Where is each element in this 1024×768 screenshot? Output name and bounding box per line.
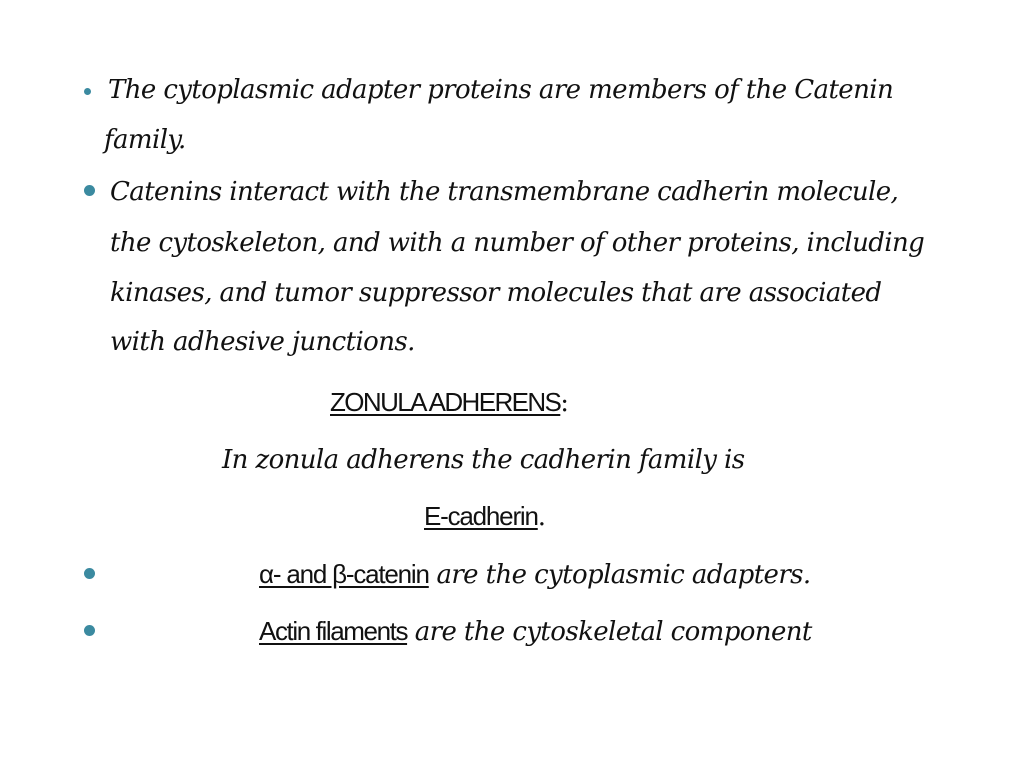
p4-line: [259, 559, 811, 590]
bullet-5: [84, 625, 95, 636]
p3-line1: In zonula adherens the cadherin family is: [222, 445, 745, 475]
bullet-1: [84, 88, 91, 95]
catenin-term: α- and β-catenin: [259, 559, 429, 589]
p1-line1: The cytoplasmic adapter proteins are members of the Catenin: [108, 75, 894, 105]
bullet-2: [84, 185, 95, 196]
p3-line2: [424, 501, 545, 532]
p1-line2: family.: [104, 125, 186, 155]
p3-suffix: .: [537, 502, 546, 532]
p5-line: [259, 616, 812, 647]
bullet-4: [84, 568, 95, 579]
p4-rest: are the cytoplasmic adapters.: [428, 560, 811, 590]
p2-line2: the cytoskeleton, and with a number of other proteins, including: [110, 228, 925, 258]
p5-rest: are the cytoskeletal component: [407, 617, 812, 647]
zonula-heading: [330, 387, 568, 418]
actin-term: Actin filaments: [259, 616, 408, 646]
p2-line1: Catenins interact with the transmembrane cadherin molecule,: [110, 177, 899, 207]
zonula-heading-text: ZONULA ADHERENS: [330, 387, 561, 417]
p2-line3: kinases, and tumor suppressor molecules that are associated: [110, 278, 882, 308]
p2-line4: with adhesive junctions.: [110, 327, 415, 357]
zonula-heading-suffix: :: [560, 388, 569, 418]
e-cadherin-term: E-cadherin: [424, 501, 538, 531]
